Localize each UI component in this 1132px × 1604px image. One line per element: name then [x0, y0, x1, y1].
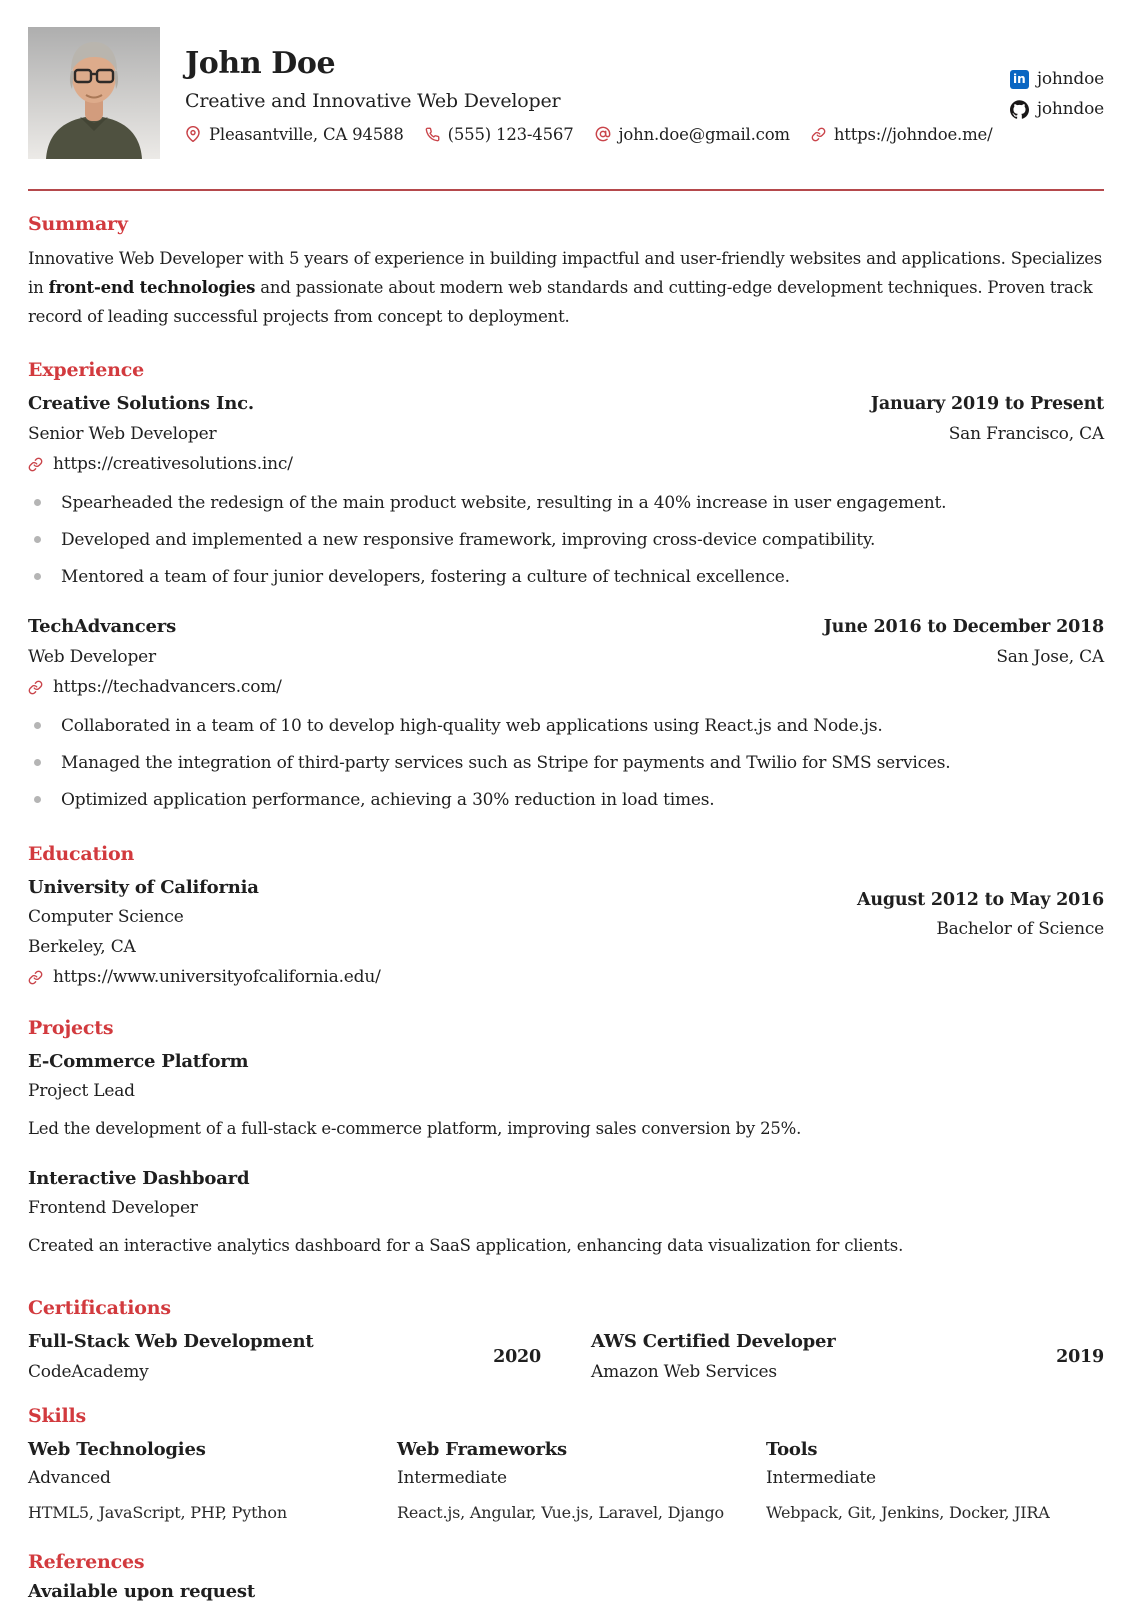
- projects-heading: Projects: [28, 1017, 114, 1039]
- phone-icon: [425, 127, 440, 142]
- company-name: TechAdvancers: [28, 616, 177, 637]
- map-pin-icon: [185, 126, 201, 142]
- skill-group: [766, 1438, 1104, 1524]
- highlight-text: Mentored a team of four junior developers, fostering a culture of technical excellence.: [61, 567, 790, 587]
- summary-text: [28, 244, 1104, 331]
- person-name: John Doe: [185, 46, 336, 81]
- job-location: San Francisco, CA: [948, 424, 1104, 444]
- project-description: Led the development of a full-stack e-commerce platform, improving sales conversion by 25%.: [28, 1119, 802, 1138]
- certification-info: [591, 1330, 836, 1384]
- skill-group-name: Web Frameworks: [397, 1439, 567, 1460]
- contact-location: [185, 125, 404, 144]
- job-role: Senior Web Developer: [28, 424, 217, 444]
- project-entry: [28, 1050, 1104, 1141]
- summary-text-before: Innovative Web Developer with 5 years of experience in building impactful and user-friendly websites and applications. Specializes in: [28, 249, 1103, 297]
- references-heading: References: [28, 1551, 145, 1573]
- job-highlights: [28, 714, 1104, 812]
- skill-level: Intermediate: [766, 1468, 876, 1488]
- certification-name: AWS Certified Developer: [591, 1331, 836, 1352]
- github-icon: [1010, 100, 1029, 119]
- summary-heading: Summary: [28, 213, 128, 235]
- bullet-dot-icon: [34, 759, 41, 766]
- github-profile[interactable]: [1010, 99, 1104, 119]
- link-icon: [28, 970, 43, 985]
- summary-bold-phrase: front-end technologies: [48, 278, 256, 297]
- skill-level: Advanced: [28, 1468, 111, 1488]
- project-entry: [28, 1167, 1104, 1258]
- project-description: Created an interactive analytics dashboard for a SaaS application, enhancing data visualization for clients.: [28, 1236, 904, 1255]
- highlight-text: Managed the integration of third-party services such as Stripe for payments and Twilio for SMS services.: [61, 753, 951, 773]
- section-summary: [28, 212, 1104, 331]
- contact-phone[interactable]: [425, 125, 574, 144]
- highlight-item: [28, 565, 1104, 589]
- highlight-text: Spearheaded the redesign of the main product website, resulting in a 40% increase in user engagement.: [61, 493, 947, 513]
- experience-entry: [28, 615, 1104, 812]
- highlight-item: [28, 491, 1104, 515]
- study-field: Computer Science: [28, 907, 184, 927]
- linkedin-handle: johndoe: [1036, 69, 1104, 89]
- project-role: Project Lead: [28, 1081, 135, 1101]
- certification-year: 2019: [1056, 1347, 1104, 1367]
- education-right: [857, 889, 1104, 959]
- at-sign-icon: [595, 126, 611, 142]
- skill-group: [397, 1438, 735, 1524]
- certifications-row: [28, 1330, 1104, 1384]
- skill-group: [28, 1438, 366, 1524]
- certification-entry: [591, 1330, 1104, 1384]
- portrait-illustration: [28, 27, 160, 159]
- email-text: john.doe@gmail.com: [618, 124, 790, 144]
- experience-entry: [28, 392, 1104, 589]
- linkedin-profile[interactable]: [1010, 69, 1104, 89]
- contact-row: [185, 125, 1010, 144]
- school-name: University of California: [28, 877, 259, 898]
- bullet-dot-icon: [34, 536, 41, 543]
- github-handle: johndoe: [1036, 99, 1104, 119]
- summary-text-after: and passionate about modern web standards and cutting-edge development techniques. Proven track record of leading successful projects from concept to deployment.: [28, 278, 1093, 326]
- profile-photo: [28, 27, 160, 159]
- job-highlights: [28, 491, 1104, 589]
- highlight-item: [28, 714, 1104, 738]
- certification-entry: [28, 1330, 541, 1384]
- degree: Bachelor of Science: [936, 919, 1104, 939]
- education-heading: Education: [28, 843, 135, 865]
- highlight-item: [28, 751, 1104, 775]
- project-role: Frontend Developer: [28, 1198, 198, 1218]
- highlight-text: Collaborated in a team of 10 to develop high-quality web applications using React.js and Node.js.: [61, 716, 883, 736]
- certification-issuer: CodeAcademy: [28, 1362, 149, 1382]
- link-icon: [28, 680, 43, 695]
- section-experience: [28, 358, 1104, 812]
- school-link[interactable]: [28, 966, 1104, 989]
- highlight-text: Optimized application performance, achieving a 30% reduction in load times.: [61, 790, 715, 810]
- skills-grid: [28, 1438, 1104, 1524]
- section-skills: [28, 1404, 1104, 1524]
- link-icon: [811, 127, 826, 142]
- education-entry: [28, 876, 1104, 959]
- company-url: https://creativesolutions.inc/: [53, 454, 293, 474]
- bullet-dot-icon: [34, 499, 41, 506]
- certification-year: 2020: [493, 1347, 541, 1367]
- bullet-dot-icon: [34, 722, 41, 729]
- job-location: San Jose, CA: [996, 647, 1104, 667]
- company-link[interactable]: [28, 676, 1104, 699]
- skill-keywords: Webpack, Git, Jenkins, Docker, JIRA: [766, 1503, 1050, 1522]
- location-text: Pleasantville, CA 94588: [209, 124, 404, 144]
- contact-website[interactable]: [811, 125, 993, 144]
- section-projects: [28, 1016, 1104, 1258]
- bullet-dot-icon: [34, 796, 41, 803]
- phone-text: (555) 123-4567: [447, 124, 574, 144]
- bullet-dot-icon: [34, 573, 41, 580]
- education-left: [28, 876, 259, 959]
- job-dates: June 2016 to December 2018: [823, 617, 1104, 637]
- education-dates: August 2012 to May 2016: [856, 890, 1104, 910]
- section-certifications: [28, 1296, 1104, 1384]
- website-text: https://johndoe.me/: [833, 124, 993, 144]
- references-text: Available upon request: [28, 1581, 255, 1602]
- link-icon: [28, 457, 43, 472]
- certification-name: Full-Stack Web Development: [28, 1331, 314, 1352]
- skill-keywords: React.js, Angular, Vue.js, Laravel, Django: [397, 1503, 724, 1522]
- job-dates: January 2019 to Present: [870, 394, 1104, 414]
- skill-group-name: Web Technologies: [28, 1439, 206, 1460]
- linkedin-icon: in: [1010, 70, 1029, 89]
- headline: Creative and Innovative Web Developer: [185, 89, 561, 112]
- skill-level: Intermediate: [397, 1468, 507, 1488]
- highlight-text: Developed and implemented a new responsive framework, improving cross-device compatibility.: [61, 530, 876, 550]
- highlight-item: [28, 788, 1104, 812]
- company-url: https://techadvancers.com/: [53, 677, 282, 697]
- skills-heading: Skills: [28, 1405, 87, 1427]
- certification-info: [28, 1330, 314, 1384]
- school-url: https://www.universityofcalifornia.edu/: [53, 967, 381, 987]
- project-name: E-Commerce Platform: [28, 1051, 249, 1072]
- social-profiles: [1010, 69, 1104, 159]
- experience-heading: Experience: [28, 359, 144, 381]
- header-main: [185, 27, 1010, 159]
- skill-group-name: Tools: [766, 1439, 818, 1460]
- header-divider: [28, 189, 1104, 191]
- contact-email[interactable]: [595, 125, 790, 144]
- skill-keywords: HTML5, JavaScript, PHP, Python: [28, 1503, 287, 1522]
- job-role: Web Developer: [28, 647, 156, 667]
- section-references: [28, 1550, 1104, 1604]
- highlight-item: [28, 528, 1104, 552]
- section-education: [28, 842, 1104, 989]
- school-location: Berkeley, CA: [28, 937, 136, 957]
- project-name: Interactive Dashboard: [28, 1168, 250, 1189]
- certifications-heading: Certifications: [28, 1297, 171, 1319]
- header: [28, 27, 1104, 159]
- company-link[interactable]: [28, 453, 1104, 476]
- certification-issuer: Amazon Web Services: [591, 1362, 777, 1382]
- company-name: Creative Solutions Inc.: [28, 393, 254, 414]
